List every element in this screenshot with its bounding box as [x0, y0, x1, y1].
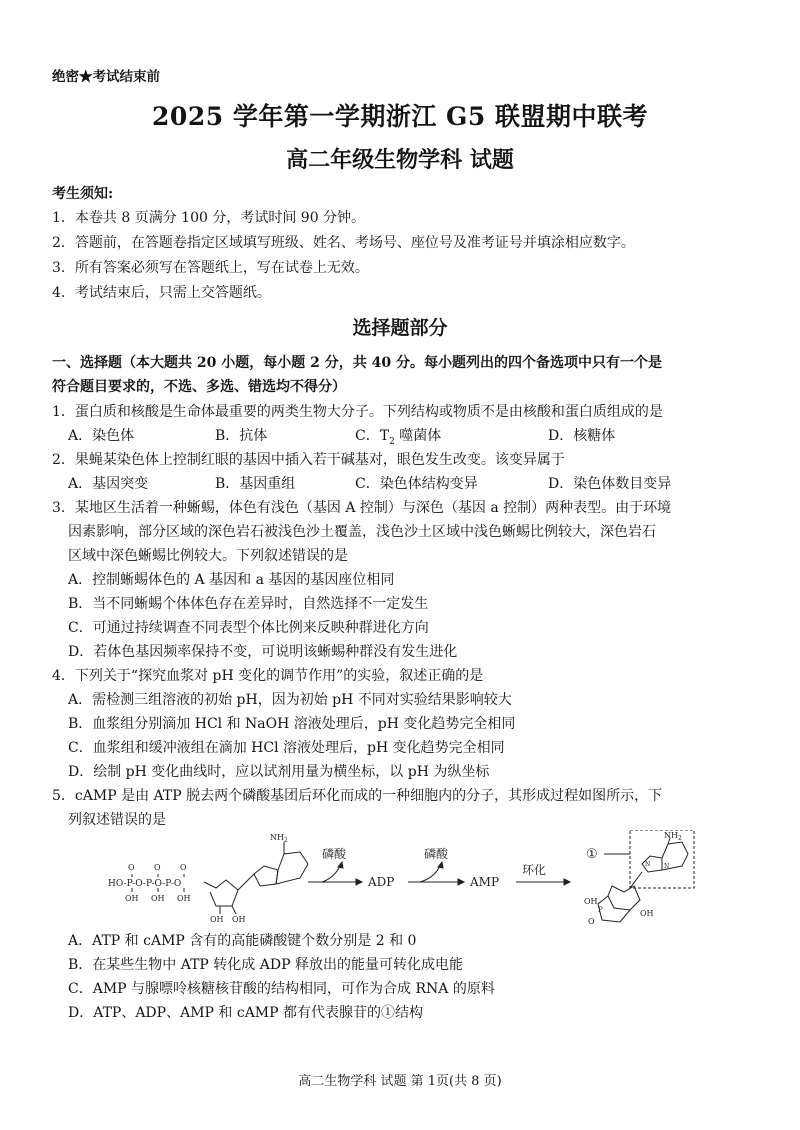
camp-oh-label: OH [640, 909, 654, 918]
question-2-option-d: D．染色体数目变异 [548, 476, 672, 492]
phosphate-release-arrow-2 [408, 862, 464, 885]
atp-structure [108, 833, 308, 924]
notice-title: 考生须知: [52, 186, 114, 202]
question-3-stem-line: 3．某地区生活着一种蜥蜴，体色有浅色（基因 A 控制）与深色（基因 a 控制）两种表型。由于环境 [52, 500, 672, 516]
question-4-option-a: A．需检测三组溶液的初始 pH，因为初始 pH 不同对实验结果影响较大 [68, 692, 512, 708]
notice-item: 3．所有答案必须写在答题纸上，写在试卷上无效。 [52, 260, 369, 276]
atp-camp-diagram [108, 830, 708, 925]
question-3-option-c: C．可通过持续调查不同表型个体比例来反映种群进化方向 [68, 620, 429, 636]
question-4-option-d: D．绘制 pH 变化曲线时，应以试剂用量为横坐标，以 pH 为纵坐标 [68, 764, 490, 780]
camp-phosphorus-label: P [598, 906, 603, 914]
camp-amino-label: $NH_2$ [664, 831, 682, 842]
question-3-option-d: D．若体色基因频率保持不变，可说明该蜥蜴种群没有发生进化 [68, 644, 458, 660]
question-3-option-a: A．控制蜥蜴体色的 A 基因和 a 基因的基因座位相同 [68, 572, 395, 588]
section-intro-line: 一、选择题（本大题共 20 小题，每小题 2 分，共 40 分。每小题列出的四个备选项中只有一个是 [52, 355, 662, 371]
camp-nitrogen-label: N [664, 863, 670, 870]
camp-oh-label: OH [584, 897, 598, 906]
camp-structure [584, 830, 694, 925]
question-1-option-a: A．染色体 [68, 428, 135, 444]
question-2-stem: 2．果蝇某染色体上控制红眼的基因中插入若干碱基对，眼色发生改变。该变异属于 [52, 452, 565, 468]
question-1-stem: 1．蛋白质和核酸是生命体最重要的两类生物大分子。下列结构或物质不是由核酸和蛋白质组成的是 [52, 404, 663, 420]
structure-marker: ① [586, 847, 598, 862]
arrow-3-label: 环化 [522, 863, 547, 877]
amp-label: AMP [470, 875, 500, 889]
question-5-option-a: A．ATP 和 cAMP 含有的高能磷酸键个数分别是 2 和 0 [68, 933, 417, 949]
adenine-amino-label: $NH_2$ [270, 833, 288, 844]
question-3-stem-line: 区域中深色蜥蜴比例较大。下列叙述错误的是 [68, 548, 348, 564]
question-5-option-d: D．ATP、ADP、AMP 和 cAMP 都有代表腺苷的①结构 [68, 1005, 424, 1021]
question-1-option-b: B．抗体 [215, 428, 268, 444]
phosphate-oh-label: OH [177, 894, 191, 903]
question-4-option-b: B．血浆组分别滴加 HCl 和 NaOH 溶液处理后，pH 变化趋势完全相同 [68, 716, 516, 732]
phosphate-oh-label: OH [151, 894, 165, 903]
arrow-2-label: 磷酸 [424, 847, 449, 861]
notice-item: 4．考试结束后，只需上交答题纸。 [52, 285, 271, 301]
question-2-option-a: A．基因突变 [68, 476, 149, 492]
question-3-option-b: B．当不同蜥蜴个体体色存在差异时，自然选择不一定发生 [68, 596, 429, 612]
question-5-option-c: C．AMP 与腺嘌呤核糖核苷酸的结构相同，可作为合成 RNA 的原料 [68, 981, 495, 997]
question-4-option-c: C．血浆组和缓冲液组在滴加 HCl 溶液处理后，pH 变化趋势完全相同 [68, 740, 505, 756]
phosphate-release-arrow-1 [308, 862, 362, 885]
question-2-option-b: B．基因重组 [215, 476, 296, 492]
phosphate-oh-label: OH [125, 894, 139, 903]
question-5-stem-line: 5．cAMP 是由 ATP 脱去两个磷酸基团后环化而成的一种细胞内的分子，其形成过程如图所示，下 [52, 788, 663, 804]
question-4-stem: 4．下列关于“探究血浆对 pH 变化的调节作用”的实验，叙述正确的是 [52, 668, 484, 684]
notice-item: 1．本卷共 8 页满分 100 分，考试时间 90 分钟。 [52, 210, 366, 226]
question-5-option-b: B．在某些生物中 ATP 转化成 ADP 释放出的能量可转化成电能 [68, 957, 463, 973]
question-2-option-c: C．染色体结构变异 [355, 476, 478, 492]
page-footer: 高二生物学科 试题 第 1页(共 8 页) [298, 1074, 502, 1089]
arrow-1-label: 磷酸 [322, 847, 347, 861]
camp-oxygen-label: O [588, 917, 595, 925]
question-1-option-c: C．$T_2$ 噬菌体 [355, 428, 442, 447]
notice-item: 2．答题前，在答题卷指定区域填写班级、姓名、考场号、座位号及准考证号并填涂相应数字。 [52, 235, 635, 251]
adp-label: ADP [368, 875, 395, 889]
ribose-oh-label: OH [210, 915, 224, 924]
phosphate-chain-label: HO-P-O-P-O-P-O [108, 879, 182, 889]
cyclization-arrow [516, 879, 570, 885]
section-intro-line: 符合题目要求的，不选、多选、错选均不得分） [52, 379, 346, 395]
ribose-oh-label: OH [232, 915, 246, 924]
question-3-stem-line: 因素影响，部分区域的深色岩石被浅色沙土覆盖，浅色沙土区域中浅色蜥蜴比例较大，深色岩石 [68, 524, 656, 540]
exam-title: 2025 学年第一学期浙江 G5 联盟期中联考 [152, 102, 648, 131]
question-5-stem-line: 列叙述错误的是 [68, 812, 166, 828]
exam-subtitle: 高二年级生物学科 试题 [286, 147, 514, 173]
phosphate-oxygen-label: O [128, 863, 135, 872]
phosphate-oxygen-label: O [154, 863, 161, 872]
question-1-option-d: D．核糖体 [548, 428, 616, 444]
phosphate-oxygen-label: O [180, 863, 187, 872]
section-title: 选择题部分 [352, 317, 448, 339]
camp-nitrogen-label: N [645, 861, 651, 868]
confidential-label: 绝密★考试结束前 [52, 69, 160, 85]
